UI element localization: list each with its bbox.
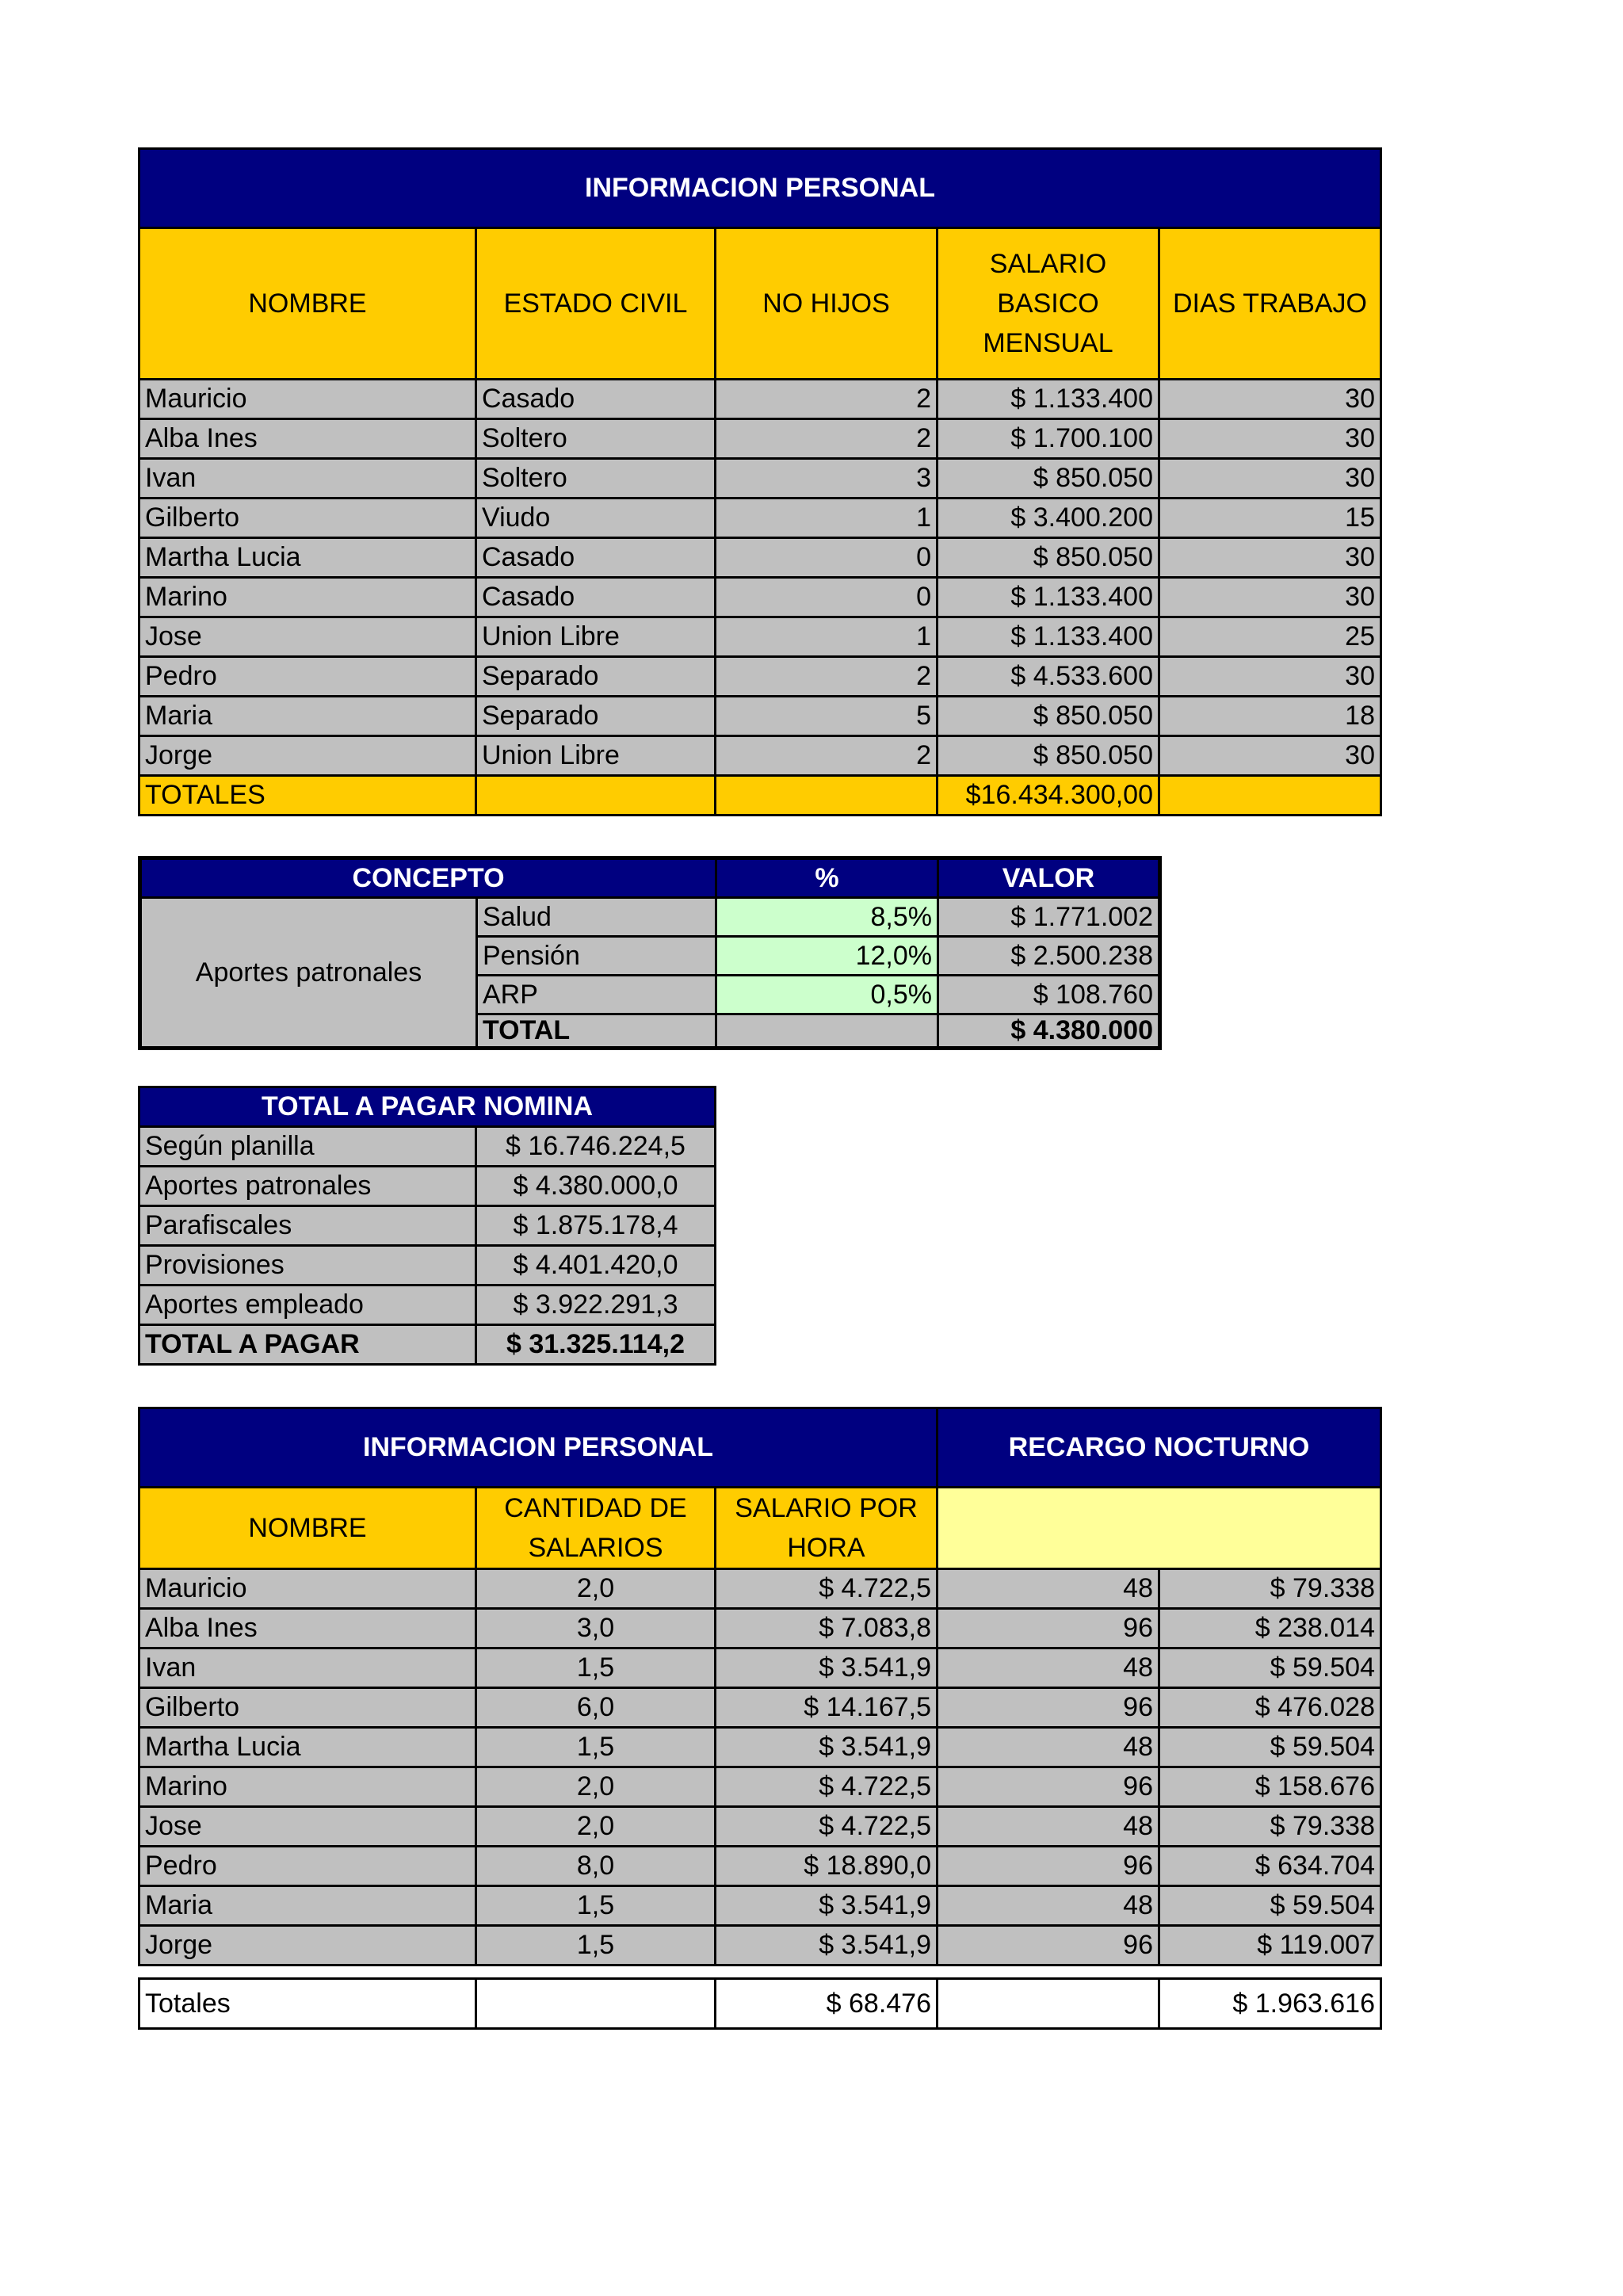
cell-nombre: Maria	[139, 1886, 476, 1926]
table-row	[139, 1246, 716, 1286]
header-nombre: NOMBRE	[139, 228, 476, 380]
cell-recargo: $ 59.504	[1159, 1886, 1381, 1926]
cell-salario-hora: $ 3.541,9	[716, 1648, 938, 1688]
cell-dias: 25	[1159, 617, 1381, 657]
recargo-nocturno-table	[138, 1407, 1382, 1966]
cell-recargo: $ 59.504	[1159, 1728, 1381, 1767]
aporte-concepto: Salud	[477, 898, 716, 937]
cell-cantidad: 3,0	[476, 1609, 716, 1648]
totals-empty-hijos	[716, 776, 938, 816]
cell-salario-hora: $ 7.083,8	[716, 1609, 938, 1648]
totals-label: TOTALES	[139, 776, 476, 816]
totales-hora: $ 68.476	[716, 1979, 938, 2029]
header-no-hijos: NO HIJOS	[716, 228, 938, 380]
nomina-title: TOTAL A PAGAR NOMINA	[139, 1087, 716, 1127]
table-row	[139, 459, 1381, 499]
cell-horas: 96	[938, 1847, 1159, 1886]
nomina-value: $ 4.380.000,0	[476, 1167, 716, 1206]
aporte-pct: 12,0%	[716, 937, 938, 976]
cell-nombre: Jose	[139, 617, 476, 657]
table-row	[139, 1648, 1381, 1688]
cell-nombre: Jorge	[139, 1926, 476, 1966]
cell-no-hijos: 0	[716, 578, 938, 617]
aportes-total-empty	[716, 1014, 938, 1049]
header-cantidad-salarios: CANTIDAD DE SALARIOS	[476, 1488, 716, 1569]
table-row	[139, 1728, 1381, 1767]
nomina-label: Según planilla	[139, 1127, 476, 1167]
cell-salario: $ 850.050	[938, 538, 1159, 578]
header-salario-basico: SALARIO BASICO MENSUAL	[938, 228, 1159, 380]
table-row	[139, 1767, 1381, 1807]
table-row	[139, 499, 1381, 538]
cell-recargo: $ 79.338	[1159, 1569, 1381, 1609]
cell-nombre: Jorge	[139, 736, 476, 776]
table-row	[139, 1847, 1381, 1886]
totales-empty-horas	[938, 1979, 1159, 2029]
nomina-value: $ 4.401.420,0	[476, 1246, 716, 1286]
cell-cantidad: 1,5	[476, 1728, 716, 1767]
cell-salario-hora: $ 3.541,9	[716, 1926, 938, 1966]
cell-salario-hora: $ 14.167,5	[716, 1688, 938, 1728]
cell-salario: $ 1.133.400	[938, 380, 1159, 419]
nomina-total-value: $ 31.325.114,2	[476, 1325, 716, 1365]
cell-estado-civil: Union Libre	[476, 736, 716, 776]
nomina-label: Parafiscales	[139, 1206, 476, 1246]
cell-cantidad: 1,5	[476, 1648, 716, 1688]
cell-no-hijos: 3	[716, 459, 938, 499]
header-estado-civil: ESTADO CIVIL	[476, 228, 716, 380]
cell-no-hijos: 2	[716, 736, 938, 776]
cell-cantidad: 2,0	[476, 1569, 716, 1609]
table-row	[139, 1206, 716, 1246]
cell-recargo: $ 476.028	[1159, 1688, 1381, 1728]
cell-horas: 96	[938, 1688, 1159, 1728]
header-valor: VALOR	[938, 858, 1160, 898]
totales-recargo: $ 1.963.616	[1159, 1979, 1381, 2029]
table-row	[139, 1286, 716, 1325]
cell-nombre: Martha Lucia	[139, 538, 476, 578]
cell-salario-hora: $ 4.722,5	[716, 1807, 938, 1847]
cell-estado-civil: Viudo	[476, 499, 716, 538]
cell-estado-civil: Union Libre	[476, 617, 716, 657]
cell-nombre: Martha Lucia	[139, 1728, 476, 1767]
table-row	[139, 1569, 1381, 1609]
cell-recargo: $ 59.504	[1159, 1648, 1381, 1688]
cell-cantidad: 2,0	[476, 1807, 716, 1847]
aportes-total-label: TOTAL	[477, 1014, 716, 1049]
nomina-total-label: TOTAL A PAGAR	[139, 1325, 476, 1365]
aporte-concepto: ARP	[477, 976, 716, 1014]
cell-nombre: Pedro	[139, 1847, 476, 1886]
cell-nombre: Jose	[139, 1807, 476, 1847]
cell-dias: 15	[1159, 499, 1381, 538]
cell-no-hijos: 2	[716, 657, 938, 697]
aportes-total-valor: $ 4.380.000	[938, 1014, 1160, 1049]
cell-cantidad: 6,0	[476, 1688, 716, 1728]
header-dias-trabajo: DIAS TRABAJO	[1159, 228, 1381, 380]
cell-recargo: $ 158.676	[1159, 1767, 1381, 1807]
cell-nombre: Alba Ines	[139, 1609, 476, 1648]
table-row	[139, 617, 1381, 657]
cell-nombre: Gilberto	[139, 1688, 476, 1728]
cell-nombre: Marino	[139, 1767, 476, 1807]
nocturno-info-title: INFORMACION PERSONAL	[139, 1408, 938, 1488]
table-row	[139, 1127, 716, 1167]
cell-dias: 18	[1159, 697, 1381, 736]
table-row	[139, 578, 1381, 617]
cell-salario: $ 4.533.600	[938, 657, 1159, 697]
cell-horas: 48	[938, 1886, 1159, 1926]
cell-recargo: $ 634.704	[1159, 1847, 1381, 1886]
cell-nombre: Pedro	[139, 657, 476, 697]
aporte-valor: $ 1.771.002	[938, 898, 1160, 937]
cell-horas: 96	[938, 1609, 1159, 1648]
cell-salario: $ 3.400.200	[938, 499, 1159, 538]
totales-table	[138, 1977, 1382, 2030]
cell-nombre: Marino	[139, 578, 476, 617]
nomina-value: $ 16.746.224,5	[476, 1127, 716, 1167]
nomina-table	[138, 1086, 716, 1366]
cell-no-hijos: 1	[716, 617, 938, 657]
cell-nombre: Ivan	[139, 1648, 476, 1688]
cell-dias: 30	[1159, 459, 1381, 499]
totals-empty-dias	[1159, 776, 1381, 816]
aporte-pct: 0,5%	[716, 976, 938, 1014]
aportes-group-label: Aportes patronales	[140, 898, 477, 1049]
table-row	[139, 538, 1381, 578]
cell-no-hijos: 2	[716, 380, 938, 419]
table-row	[139, 1926, 1381, 1966]
cell-horas: 96	[938, 1767, 1159, 1807]
table-row	[139, 380, 1381, 419]
cell-horas: 48	[938, 1648, 1159, 1688]
cell-no-hijos: 0	[716, 538, 938, 578]
cell-nombre: Maria	[139, 697, 476, 736]
totales-empty-cantidad	[476, 1979, 716, 2029]
cell-cantidad: 8,0	[476, 1847, 716, 1886]
nomina-label: Aportes empleado	[139, 1286, 476, 1325]
cell-salario-hora: $ 4.722,5	[716, 1569, 938, 1609]
cell-horas: 48	[938, 1728, 1159, 1767]
cell-dias: 30	[1159, 578, 1381, 617]
table-row	[139, 1807, 1381, 1847]
cell-nombre: Gilberto	[139, 499, 476, 538]
cell-nombre: Alba Ines	[139, 419, 476, 459]
aporte-valor: $ 2.500.238	[938, 937, 1160, 976]
cell-estado-civil: Separado	[476, 697, 716, 736]
cell-salario-hora: $ 4.722,5	[716, 1767, 938, 1807]
recargo-subheader-empty	[938, 1488, 1381, 1569]
personal-info-title: INFORMACION PERSONAL	[139, 149, 1381, 228]
cell-salario: $ 1.700.100	[938, 419, 1159, 459]
cell-estado-civil: Casado	[476, 578, 716, 617]
cell-dias: 30	[1159, 736, 1381, 776]
cell-estado-civil: Separado	[476, 657, 716, 697]
cell-dias: 30	[1159, 538, 1381, 578]
table-row	[139, 736, 1381, 776]
table-row	[139, 697, 1381, 736]
cell-nombre: Mauricio	[139, 1569, 476, 1609]
cell-salario-hora: $ 18.890,0	[716, 1847, 938, 1886]
cell-salario: $ 850.050	[938, 697, 1159, 736]
personal-info-table	[138, 147, 1382, 816]
table-row	[139, 657, 1381, 697]
header-pct: %	[716, 858, 938, 898]
cell-no-hijos: 5	[716, 697, 938, 736]
cell-horas: 48	[938, 1807, 1159, 1847]
cell-salario-hora: $ 3.541,9	[716, 1886, 938, 1926]
cell-recargo: $ 119.007	[1159, 1926, 1381, 1966]
cell-cantidad: 2,0	[476, 1767, 716, 1807]
cell-salario: $ 850.050	[938, 459, 1159, 499]
table-row	[139, 1167, 716, 1206]
totals-empty-estado	[476, 776, 716, 816]
table-row	[139, 1886, 1381, 1926]
cell-estado-civil: Soltero	[476, 459, 716, 499]
cell-horas: 48	[938, 1569, 1159, 1609]
nomina-value: $ 3.922.291,3	[476, 1286, 716, 1325]
recargo-nocturno-title: RECARGO NOCTURNO	[938, 1408, 1381, 1488]
cell-estado-civil: Casado	[476, 380, 716, 419]
aporte-pct: 8,5%	[716, 898, 938, 937]
cell-recargo: $ 79.338	[1159, 1807, 1381, 1847]
header-salario-hora: SALARIO POR HORA	[716, 1488, 938, 1569]
aporte-concepto: Pensión	[477, 937, 716, 976]
aporte-valor: $ 108.760	[938, 976, 1160, 1014]
cell-salario: $ 1.133.400	[938, 578, 1159, 617]
cell-dias: 30	[1159, 380, 1381, 419]
nomina-label: Aportes patronales	[139, 1167, 476, 1206]
cell-estado-civil: Soltero	[476, 419, 716, 459]
nomina-value: $ 1.875.178,4	[476, 1206, 716, 1246]
cell-cantidad: 1,5	[476, 1886, 716, 1926]
cell-dias: 30	[1159, 657, 1381, 697]
aportes-table	[138, 856, 1162, 1050]
cell-no-hijos: 1	[716, 499, 938, 538]
totales-label: Totales	[139, 1979, 476, 2029]
cell-nombre: Mauricio	[139, 380, 476, 419]
cell-cantidad: 1,5	[476, 1926, 716, 1966]
totals-salario: $16.434.300,00	[938, 776, 1159, 816]
nomina-label: Provisiones	[139, 1246, 476, 1286]
cell-salario-hora: $ 3.541,9	[716, 1728, 938, 1767]
table-row	[139, 419, 1381, 459]
cell-estado-civil: Casado	[476, 538, 716, 578]
cell-no-hijos: 2	[716, 419, 938, 459]
table-row	[139, 1688, 1381, 1728]
header-concepto: CONCEPTO	[140, 858, 716, 898]
cell-salario: $ 850.050	[938, 736, 1159, 776]
header-nombre-2: NOMBRE	[139, 1488, 476, 1569]
cell-dias: 30	[1159, 419, 1381, 459]
cell-horas: 96	[938, 1926, 1159, 1966]
cell-salario: $ 1.133.400	[938, 617, 1159, 657]
cell-nombre: Ivan	[139, 459, 476, 499]
cell-recargo: $ 238.014	[1159, 1609, 1381, 1648]
table-row	[139, 1609, 1381, 1648]
